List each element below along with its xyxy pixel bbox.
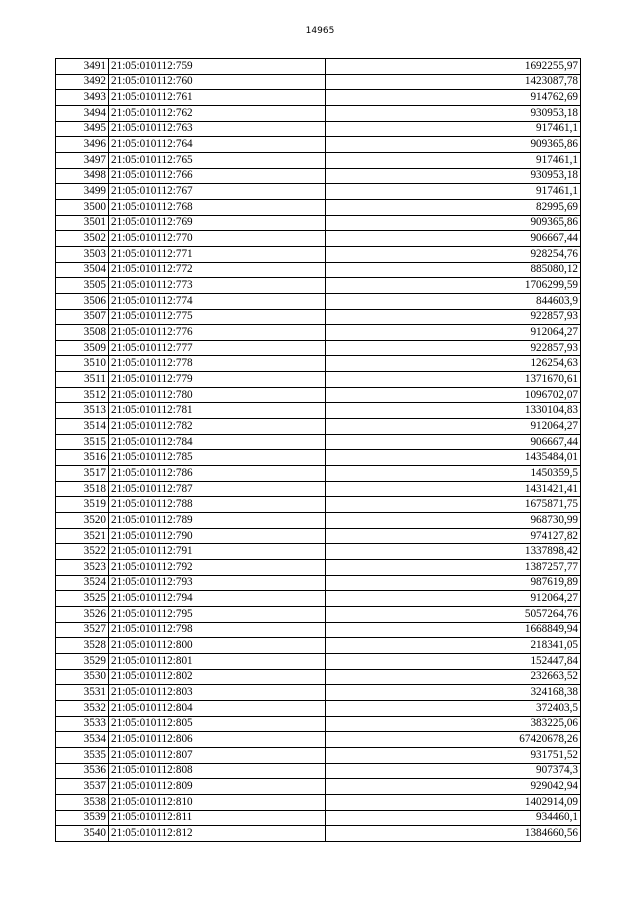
cadastral-value: 67420678,26: [326, 732, 581, 748]
cadastral-number: 21:05:010112:784: [109, 434, 326, 450]
cadastral-value: 126254,63: [326, 356, 581, 372]
cadastral-value: 909365,86: [326, 215, 581, 231]
cadastral-value: 928254,76: [326, 246, 581, 262]
table-row: [56, 340, 581, 356]
table-row: [56, 356, 581, 372]
cadastral-number: 21:05:010112:778: [109, 356, 326, 372]
row-number: 3528: [56, 638, 109, 654]
cadastral-value: 930953,18: [326, 105, 581, 121]
cadastral-number: 21:05:010112:800: [109, 638, 326, 654]
cadastral-value: 1330104,83: [326, 403, 581, 419]
cadastral-number: 21:05:010112:785: [109, 450, 326, 466]
cadastral-number: 21:05:010112:801: [109, 653, 326, 669]
row-number: 3506: [56, 293, 109, 309]
cadastral-value: 922857,93: [326, 309, 581, 325]
cadastral-number: 21:05:010112:795: [109, 606, 326, 622]
table-row: [56, 387, 581, 403]
row-number: 3536: [56, 763, 109, 779]
table-body: [56, 59, 581, 842]
table-row: [56, 90, 581, 106]
cadastral-number: 21:05:010112:804: [109, 700, 326, 716]
cadastral-number: 21:05:010112:775: [109, 309, 326, 325]
row-number: 3496: [56, 137, 109, 153]
row-number: 3525: [56, 591, 109, 607]
cadastral-value: 917461,1: [326, 152, 581, 168]
cadastral-number: 21:05:010112:805: [109, 716, 326, 732]
cadastral-value: 844603,9: [326, 293, 581, 309]
cadastral-value: 1096702,07: [326, 387, 581, 403]
row-number: 3508: [56, 325, 109, 341]
cadastral-number: 21:05:010112:809: [109, 779, 326, 795]
table-row: [56, 278, 581, 294]
cadastral-value: 82995,69: [326, 199, 581, 215]
cadastral-number: 21:05:010112:761: [109, 90, 326, 106]
cadastral-value: 906667,44: [326, 231, 581, 247]
row-number: 3533: [56, 716, 109, 732]
row-number: 3493: [56, 90, 109, 106]
table-row: [56, 700, 581, 716]
cadastral-value: 914762,69: [326, 90, 581, 106]
row-number: 3526: [56, 606, 109, 622]
cadastral-value: 912064,27: [326, 591, 581, 607]
table-row: [56, 74, 581, 90]
cadastral-number: 21:05:010112:806: [109, 732, 326, 748]
table-row: [56, 121, 581, 137]
table-row: [56, 826, 581, 842]
cadastral-value: 930953,18: [326, 168, 581, 184]
table-row: [56, 779, 581, 795]
row-number: 3494: [56, 105, 109, 121]
cadastral-value: 152447,84: [326, 653, 581, 669]
table-row: [56, 262, 581, 278]
table-row: [56, 309, 581, 325]
row-number: 3492: [56, 74, 109, 90]
cadastral-value: 324168,38: [326, 685, 581, 701]
table-row: [56, 560, 581, 576]
row-number: 3523: [56, 560, 109, 576]
table-row: [56, 419, 581, 435]
row-number: 3531: [56, 685, 109, 701]
cadastral-number: 21:05:010112:768: [109, 199, 326, 215]
row-number: 3498: [56, 168, 109, 184]
cadastral-value: 372403,5: [326, 700, 581, 716]
table-row: [56, 450, 581, 466]
cadastral-number: 21:05:010112:781: [109, 403, 326, 419]
cadastral-number: 21:05:010112:764: [109, 137, 326, 153]
cadastral-value: 906667,44: [326, 434, 581, 450]
cadastral-value: 1675871,75: [326, 497, 581, 513]
table-row: [56, 215, 581, 231]
row-number: 3495: [56, 121, 109, 137]
row-number: 3519: [56, 497, 109, 513]
cadastral-number: 21:05:010112:787: [109, 481, 326, 497]
row-number: 3537: [56, 779, 109, 795]
cadastral-number: 21:05:010112:812: [109, 826, 326, 842]
cadastral-value: 1431421,41: [326, 481, 581, 497]
cadastral-value: 1337898,42: [326, 544, 581, 560]
cadastral-value: 1402914,09: [326, 794, 581, 810]
row-number: 3511: [56, 372, 109, 388]
cadastral-value-table: [55, 58, 581, 842]
cadastral-number: 21:05:010112:803: [109, 685, 326, 701]
row-number: 3539: [56, 810, 109, 826]
cadastral-number: 21:05:010112:771: [109, 246, 326, 262]
cadastral-number: 21:05:010112:772: [109, 262, 326, 278]
cadastral-number: 21:05:010112:798: [109, 622, 326, 638]
table-row: [56, 199, 581, 215]
table-row: [56, 685, 581, 701]
cadastral-number: 21:05:010112:762: [109, 105, 326, 121]
cadastral-number: 21:05:010112:770: [109, 231, 326, 247]
cadastral-number: 21:05:010112:773: [109, 278, 326, 294]
row-number: 3491: [56, 59, 109, 75]
row-number: 3535: [56, 747, 109, 763]
cadastral-number: 21:05:010112:782: [109, 419, 326, 435]
cadastral-value: 1668849,94: [326, 622, 581, 638]
table-row: [56, 653, 581, 669]
cadastral-number: 21:05:010112:790: [109, 528, 326, 544]
cadastral-number: 21:05:010112:779: [109, 372, 326, 388]
table-row: [56, 184, 581, 200]
row-number: 3512: [56, 387, 109, 403]
cadastral-value: 931751,52: [326, 747, 581, 763]
table-row: [56, 466, 581, 482]
cadastral-number: 21:05:010112:769: [109, 215, 326, 231]
cadastral-number: 21:05:010112:780: [109, 387, 326, 403]
cadastral-number: 21:05:010112:776: [109, 325, 326, 341]
table-row: [56, 246, 581, 262]
row-number: 3515: [56, 434, 109, 450]
cadastral-value: 383225,06: [326, 716, 581, 732]
table-row: [56, 497, 581, 513]
cadastral-value: 922857,93: [326, 340, 581, 356]
page-number: 14965: [305, 26, 335, 36]
table-row: [56, 591, 581, 607]
cadastral-number: 21:05:010112:760: [109, 74, 326, 90]
cadastral-value: 1384660,56: [326, 826, 581, 842]
row-number: 3532: [56, 700, 109, 716]
row-number: 3497: [56, 152, 109, 168]
table-row: [56, 231, 581, 247]
cadastral-number: 21:05:010112:765: [109, 152, 326, 168]
table-row: [56, 763, 581, 779]
table-row: [56, 325, 581, 341]
cadastral-number: 21:05:010112:793: [109, 575, 326, 591]
row-number: 3505: [56, 278, 109, 294]
cadastral-value: 912064,27: [326, 419, 581, 435]
cadastral-value: 968730,99: [326, 513, 581, 529]
cadastral-value: 1706299,59: [326, 278, 581, 294]
cadastral-number: 21:05:010112:759: [109, 59, 326, 75]
cadastral-value: 1435484,01: [326, 450, 581, 466]
cadastral-number: 21:05:010112:802: [109, 669, 326, 685]
cadastral-number: 21:05:010112:794: [109, 591, 326, 607]
table-row: [56, 434, 581, 450]
cadastral-number: 21:05:010112:807: [109, 747, 326, 763]
cadastral-value: 885080,12: [326, 262, 581, 278]
row-number: 3518: [56, 481, 109, 497]
table-row: [56, 716, 581, 732]
cadastral-number: 21:05:010112:808: [109, 763, 326, 779]
row-number: 3517: [56, 466, 109, 482]
cadastral-value: 218341,05: [326, 638, 581, 654]
table-row: [56, 622, 581, 638]
row-number: 3529: [56, 653, 109, 669]
row-number: 3503: [56, 246, 109, 262]
row-number: 3530: [56, 669, 109, 685]
cadastral-number: 21:05:010112:786: [109, 466, 326, 482]
row-number: 3538: [56, 794, 109, 810]
cadastral-value: 909365,86: [326, 137, 581, 153]
cadastral-value: 917461,1: [326, 184, 581, 200]
row-number: 3510: [56, 356, 109, 372]
row-number: 3520: [56, 513, 109, 529]
cadastral-value: 5057264,76: [326, 606, 581, 622]
cadastral-number: 21:05:010112:766: [109, 168, 326, 184]
row-number: 3513: [56, 403, 109, 419]
cadastral-number: 21:05:010112:789: [109, 513, 326, 529]
cadastral-value: 987619,89: [326, 575, 581, 591]
table-row: [56, 152, 581, 168]
row-number: 3522: [56, 544, 109, 560]
table-row: [56, 403, 581, 419]
table-row: [56, 638, 581, 654]
cadastral-value: 1692255,97: [326, 59, 581, 75]
cadastral-number: 21:05:010112:810: [109, 794, 326, 810]
cadastral-value: 929042,94: [326, 779, 581, 795]
table-row: [56, 794, 581, 810]
cadastral-value: 1371670,61: [326, 372, 581, 388]
table-row: [56, 481, 581, 497]
cadastral-value: 907374,3: [326, 763, 581, 779]
cadastral-number: 21:05:010112:767: [109, 184, 326, 200]
row-number: 3516: [56, 450, 109, 466]
table-row: [56, 575, 581, 591]
table-row: [56, 372, 581, 388]
cadastral-number: 21:05:010112:792: [109, 560, 326, 576]
cadastral-number: 21:05:010112:777: [109, 340, 326, 356]
row-number: 3499: [56, 184, 109, 200]
cadastral-value: 934460,1: [326, 810, 581, 826]
row-number: 3501: [56, 215, 109, 231]
row-number: 3507: [56, 309, 109, 325]
row-number: 3534: [56, 732, 109, 748]
cadastral-number: 21:05:010112:774: [109, 293, 326, 309]
cadastral-value: 1450359,5: [326, 466, 581, 482]
table-row: [56, 168, 581, 184]
cadastral-value: 917461,1: [326, 121, 581, 137]
row-number: 3514: [56, 419, 109, 435]
row-number: 3524: [56, 575, 109, 591]
row-number: 3527: [56, 622, 109, 638]
table-row: [56, 293, 581, 309]
cadastral-number: 21:05:010112:763: [109, 121, 326, 137]
table-row: [56, 105, 581, 121]
row-number: 3509: [56, 340, 109, 356]
cadastral-value: 1387257,77: [326, 560, 581, 576]
table-row: [56, 544, 581, 560]
table-row: [56, 810, 581, 826]
table-row: [56, 732, 581, 748]
table-row: [56, 747, 581, 763]
cadastral-value: 1423087,78: [326, 74, 581, 90]
table-row: [56, 606, 581, 622]
row-number: 3504: [56, 262, 109, 278]
row-number: 3540: [56, 826, 109, 842]
cadastral-number: 21:05:010112:788: [109, 497, 326, 513]
table-row: [56, 669, 581, 685]
cadastral-value: 974127,82: [326, 528, 581, 544]
table-row: [56, 513, 581, 529]
cadastral-value: 232663,52: [326, 669, 581, 685]
row-number: 3500: [56, 199, 109, 215]
row-number: 3502: [56, 231, 109, 247]
cadastral-value: 912064,27: [326, 325, 581, 341]
table-row: [56, 137, 581, 153]
table-row: [56, 59, 581, 75]
row-number: 3521: [56, 528, 109, 544]
cadastral-number: 21:05:010112:791: [109, 544, 326, 560]
cadastral-number: 21:05:010112:811: [109, 810, 326, 826]
table-row: [56, 528, 581, 544]
